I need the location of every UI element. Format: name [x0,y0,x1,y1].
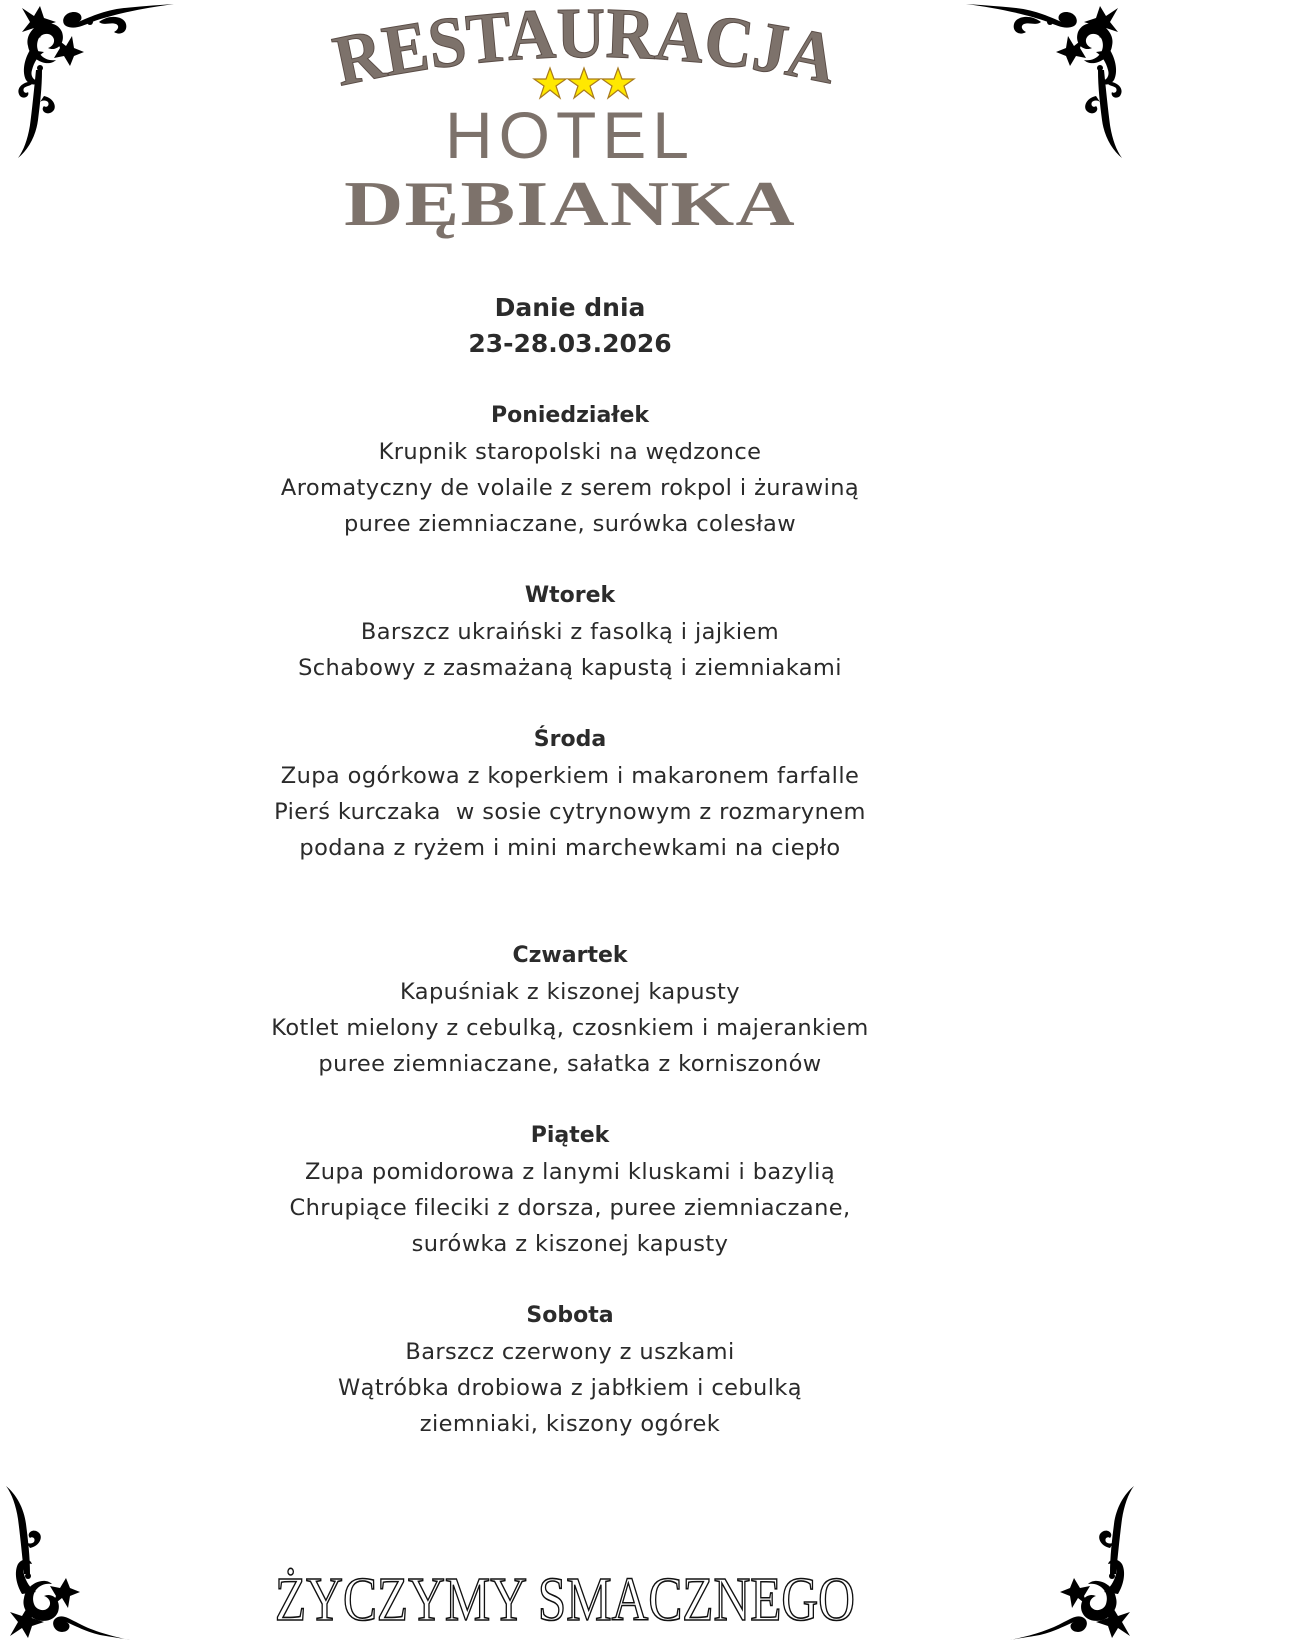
hotel-name: DĘBIANKA [344,168,796,239]
day-section-friday [0,1118,1140,1262]
dish-item: podana z ryżem i mini marchewkami na ciepło [299,835,841,861]
dish-item: puree ziemniaczane, surówka colesław [343,511,797,537]
dish-item: Barszcz czerwony z uszkami [405,1339,735,1365]
footer-greeting [270,1562,860,1632]
dish-item: puree ziemniaczane, sałatka z korniszonów [318,1051,822,1077]
corner-ornament-bottom-right [970,1479,1140,1644]
day-name: Środa [533,727,607,752]
star-icon [534,68,566,98]
dish-item: Pierś kurczaka w sosie cytrynowym z rozmarynem [274,799,866,825]
day-name: Sobota [526,1303,614,1328]
day-name: Piątek [530,1123,610,1148]
daily-menu [0,290,1140,1442]
day-section-monday [0,398,1140,542]
dish-item: Aromatyczny de volaile z serem rokpol i żurawiną [280,475,860,501]
dish-item: Zupa pomidorowa z lanymi kluskami i bazylią [304,1159,836,1185]
star-rating [533,66,635,102]
dish-item: ziemniaki, kiszony ogórek [419,1411,721,1437]
dish-item: Krupnik staropolski na wędzonce [378,439,762,465]
corner-ornament-bottom-left [0,1479,170,1644]
dish-item: Zupa ogórkowa z koperkiem i makaronem farfalle [280,763,860,789]
day-name: Poniedziałek [490,403,650,428]
menu-title: Danie dnia [494,293,646,322]
dish-item: Kapuśniak z kiszonej kapusty [400,979,740,1005]
flourish-corner-icon [970,1479,1140,1644]
day-section-tuesday [0,578,1140,686]
dish-item: Chrupiące fileciki z dorsza, puree ziemniaczane, [289,1195,851,1221]
flourish-corner-icon [0,1479,170,1644]
hotel-label: HOTEL [444,98,696,172]
dish-item: surówka z kiszonej kapusty [411,1231,729,1257]
day-section-wednesday [0,722,1140,866]
dish-item: Schabowy z zasmażaną kapustą i ziemniakami [298,655,842,681]
dish-item: Barszcz ukraiński z fasolką i jajkiem [360,619,780,645]
dish-item: Kotlet mielony z cebulką, czosnkiem i majerankiem [271,1015,869,1041]
day-section-saturday [0,1298,1140,1442]
day-name: Wtorek [524,583,616,608]
restaurant-label: RESTAURACJA [326,0,847,102]
hotel-logo [0,0,1140,240]
star-icon [602,68,634,98]
footer-text: ŻYCZYMY SMACZNEGO [275,1566,855,1634]
day-name: Czwartek [512,943,628,968]
menu-date-range: 23-28.03.2026 [468,329,672,358]
day-section-thursday [0,938,1140,1082]
dish-item: Wątróbka drobiowa z jabłkiem i cebulką [338,1375,802,1401]
star-icon [568,68,600,98]
